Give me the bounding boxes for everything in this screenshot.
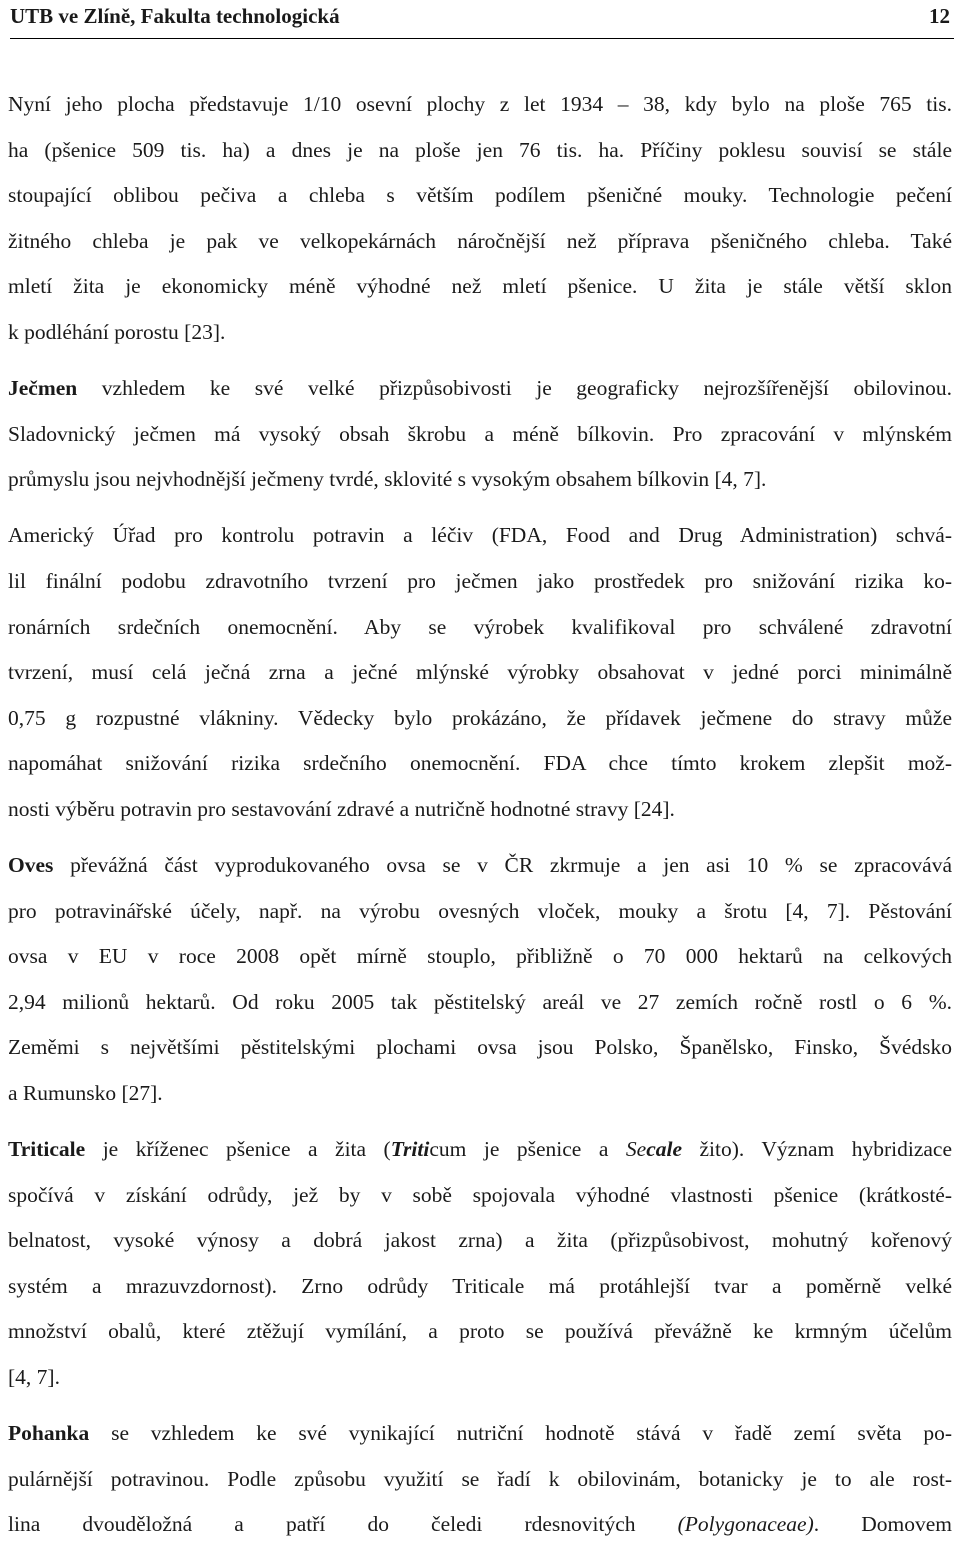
- text-line: tvrzení, musí celá ječná zrna a ječné mlýnské výrobky obsahovat v jedné porci minimálně: [8, 660, 952, 685]
- term-triticale: Triticale: [8, 1137, 86, 1162]
- term-jecmen: Ječmen: [8, 376, 78, 401]
- text-line: mletí žita je ekonomicky méně výhodné než mletí pšenice. U žita je stále větší sklon: [8, 274, 952, 299]
- text-line: napomáhat snižování rizika srdečního onemocnění. FDA chce tímto krokem zlepšit mož-: [8, 751, 952, 776]
- text-line: Zeměmi s největšími pěstitelskými plochami ovsa jsou Polsko, Španělsko, Finsko, Švédsko: [8, 1035, 952, 1060]
- text-line: lina dvouděložná a patří do čeledi rdesnovitých (Polygonaceae). Domovem: [8, 1512, 952, 1537]
- text-line: nosti výběru potravin pro sestavování zdravé a nutričně hodnotné stravy [24].: [8, 796, 675, 821]
- text-line: 2,94 milionů hektarů. Od roku 2005 tak pěstitelský areál ve 27 zemích ročně rostl o 6 %.: [8, 989, 952, 1014]
- text-line: stoupající oblibou pečiva a chleba s větším podílem pšeničné mouky. Technologie pečení: [8, 183, 952, 208]
- text-line: ha (pšenice 509 tis. ha) a dnes je na ploše jen 76 tis. ha. Příčiny poklesu souvisí se stále: [8, 137, 952, 162]
- text-line: žitného chleba je pak ve velkopekárnách náročnější než příprava pšeničného chleba. Také: [8, 228, 952, 253]
- text-line: průmyslu jsou nejvhodnější ječmeny tvrdé, sklovité s vysokým obsahem bílkovin [4, 7].: [8, 467, 767, 492]
- text-line: systém a mrazuvzdornost). Zrno odrůdy Triticale má protáhlejší tvar a poměrně velké: [8, 1273, 952, 1298]
- paragraph-triticale: [8, 1127, 952, 1401]
- text-line: spočívá v získání odrůdy, jež by v sobě spojovala výhodné vlastnosti pšenice (krátkosté-: [8, 1182, 952, 1207]
- text-line: Americký Úřad pro kontrolu potravin a léčiv (FDA, Food and Drug Administration) schvá-: [8, 523, 952, 548]
- paragraph-jecmen: [8, 366, 952, 503]
- text-line: 0,75 g rozpustné vlákniny. Vědecky bylo prokázáno, že přídavek ječmene do stravy může: [8, 705, 952, 730]
- text-line: množství obalů, které ztěžují vymílání, a proto se používá převážně ke krmným účelům: [8, 1319, 952, 1344]
- page-number: 12: [929, 4, 950, 28]
- text-line: Nyní jeho plocha představuje 1/10 osevní plochy z let 1934 – 38, kdy bylo na ploše 765 tis.: [8, 92, 952, 116]
- text-line: Pohanka se vzhledem ke své vynikající nutriční hodnotě stává v řadě zemí světa po-: [8, 1421, 952, 1446]
- text-line: Ječmen vzhledem ke své velké přizpůsobivosti je geograficky nejrozšířenější obilovinou.: [8, 376, 952, 401]
- term-oves: Oves: [8, 853, 54, 877]
- text-line: Triticale je kříženec pšenice a žita (Triticum je pšenice a Secale žito). Význam hybridizace: [8, 1137, 953, 1162]
- text-line: ovsa v EU v roce 2008 opět mírně stouplo, přibližně o 70 000 hektarů na celkových: [8, 944, 952, 969]
- text-line: ronárních srdečních onemocnění. Aby se výrobek kvalifikoval pro schválené zdravotní: [8, 614, 952, 639]
- document-body: [8, 82, 952, 1548]
- paragraph-pohanka: [8, 1411, 952, 1548]
- text-line: lil finální podobu zdravotního tvrzení pro ječmen jako prostředek pro snižování rizika ko-: [8, 568, 952, 593]
- text-line: pulárnější potravinou. Podle způsobu využití se řadí k obilovinám, botanicky je to ale rost-: [8, 1466, 952, 1491]
- header-title: UTB ve Zlíně, Fakulta technologická: [10, 4, 340, 28]
- text-line: belnatost, vysoké výnosy a dobrá jakost zrna) a žita (přizpůsobivost, mohutný kořenový: [8, 1228, 952, 1253]
- paragraph-zito: [8, 82, 952, 356]
- text-line: pro potravinářské účely, např. na výrobu ovesných vloček, mouky a šrotu [4, 7]. Pěstování: [8, 898, 952, 923]
- text-line: [4, 7].: [8, 1365, 60, 1390]
- page-header: [10, 0, 954, 39]
- text-line: Oves převážná část vyprodukovaného ovsa se v ČR zkrmuje a jen asi 10 % se zpracovává: [8, 853, 952, 877]
- text-line: k podléhání porostu [23].: [8, 319, 226, 344]
- text-line: a Rumunsko [27].: [8, 1080, 163, 1105]
- text-line: Sladovnický ječmen má vysoký obsah škrobu a méně bílkovin. Pro zpracování v mlýnském: [8, 421, 952, 446]
- term-pohanka: Pohanka: [8, 1421, 90, 1446]
- paragraph-oves: [8, 843, 952, 1117]
- paragraph-fda: [8, 513, 952, 832]
